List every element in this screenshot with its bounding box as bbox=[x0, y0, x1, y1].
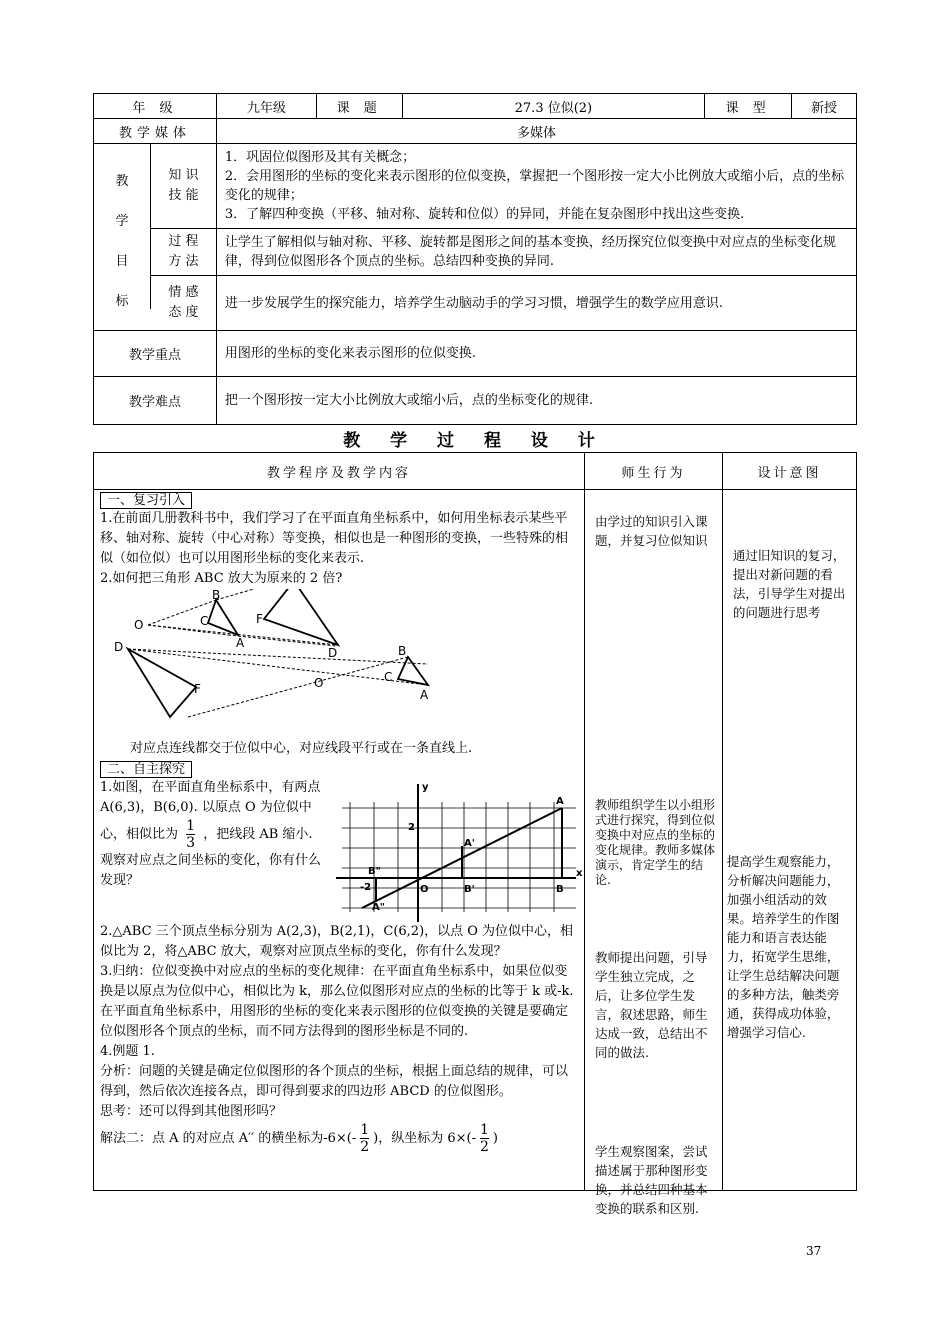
goal-row-label bbox=[151, 144, 216, 229]
teacher-note-4: 学生观察图案，尝试描述属于那种图形变换，并总结四种基本变换的联系和区别. bbox=[595, 1144, 708, 1216]
topic-label: 课 题 bbox=[316, 94, 402, 119]
explore-q1-text: 1.如图，在平面直角坐标系中，有两点 A(6,3)，B(6,0). 以原点 O 为位似中心，相似比为 bbox=[100, 780, 321, 842]
type-value: 新授 bbox=[792, 94, 857, 119]
fraction-one-half-2 bbox=[480, 1122, 489, 1155]
triangle-abc-2 bbox=[398, 657, 428, 685]
review-question: 2.如何把三角形 ABC 放大为原来的 2 倍? bbox=[100, 571, 343, 586]
explore-q1 bbox=[94, 778, 332, 922]
label-A2: A" bbox=[372, 902, 385, 913]
media-label: 教学媒体 bbox=[94, 119, 217, 144]
label-C: C bbox=[200, 614, 209, 628]
frac-den: 2 bbox=[360, 1139, 370, 1155]
example-solution2 bbox=[94, 1122, 584, 1155]
goal-row-label bbox=[151, 229, 216, 276]
key-value: 用图形的坐标的变化来表示图形的位似变换. bbox=[216, 331, 856, 377]
label-B1: B' bbox=[464, 884, 475, 895]
teacher-cell bbox=[585, 490, 723, 1216]
explore-q2: 2.△ABC 三个顶点坐标分别为 A(2,3)，B(2,1)，C(6,2)，以点 O 为位似中心，相似比为 2，将△ABC 放大，观察对应顶点坐标的变化，你有什么发现？ bbox=[100, 924, 574, 959]
content-cell bbox=[94, 490, 585, 1191]
goal-row-label bbox=[151, 276, 216, 330]
col-header-content: 教学程序及教学内容 bbox=[94, 453, 585, 490]
fraction-one-half bbox=[360, 1122, 369, 1155]
label-D2: D bbox=[114, 640, 124, 654]
label-A: A bbox=[236, 636, 245, 650]
label-F2: F bbox=[194, 682, 201, 696]
process-title: 教 学 过 程 设 计 bbox=[343, 431, 607, 451]
goals-label-char: 目 bbox=[115, 254, 129, 269]
example-analysis: 分析：问题的关键是确定位似图形的各个顶点的坐标，根据上面总结的规律，可以得到，然后依次连接各点，即可得到要求的四边形 ABCD 的位似图形。 bbox=[100, 1064, 569, 1099]
explore-q1-text2: ，把线段 AB 缩小. 观察对应点之间坐标的变化，你有什么发现？ bbox=[100, 827, 322, 888]
label-B: B bbox=[212, 589, 221, 602]
topic-value: 27.3 位似(2) bbox=[402, 94, 705, 119]
label-B2: B" bbox=[368, 866, 381, 877]
label-A: A bbox=[556, 796, 564, 807]
difficulty-label: 教学难点 bbox=[94, 377, 217, 425]
label-A1: A' bbox=[464, 838, 475, 849]
process-table bbox=[93, 452, 857, 1216]
lesson-info-table bbox=[93, 93, 857, 425]
col-header-teacher: 师生行为 bbox=[585, 453, 723, 490]
teacher-note-3: 教师提出问题，引导学生独立完成，之后，让多位学生发言，叙述思路，师生达成一致，总结出不同的做法. bbox=[595, 950, 708, 1060]
frac-den: 2 bbox=[480, 1139, 489, 1155]
frac-num: 1 bbox=[360, 1122, 370, 1138]
label-O2: O bbox=[314, 676, 324, 690]
goal-label-line: 态 度 bbox=[168, 305, 199, 320]
ray-line bbox=[128, 649, 428, 685]
goal-label-line: 情 感 bbox=[168, 285, 199, 300]
ray-line bbox=[216, 589, 288, 600]
goal-knowledge bbox=[216, 144, 856, 229]
label-O: O bbox=[134, 618, 144, 632]
label-D: D bbox=[328, 646, 338, 660]
label-B2: B bbox=[398, 644, 407, 658]
goals-label-char: 标 bbox=[115, 294, 129, 309]
section-review-title: 一、复习引入 bbox=[100, 492, 192, 509]
label-A2: A bbox=[420, 688, 429, 702]
frac-num: 1 bbox=[480, 1122, 489, 1138]
goal-process: 让学生了解相似与轴对称、平移、旋转都是图形之间的基本变换，经历探究位似变换中对应点的坐标变化规律，得到位似图形各个顶点的坐标。总结四种变换的异同. bbox=[216, 229, 856, 276]
explore-summary: 3.归纳：位似变换中对应点的坐标的变化规律：在平面直角坐标系中，如果位似变换是以原点为位似中心，相似比为 k，那么位似图形对应点的坐标的比等于 k 或-k. 在平面直角坐标系中，用图形的坐标的变化来表示图形的位似变换的关键是要确定位似图形各个顶点的坐标，而不同方法得到的图形坐标是不同的. bbox=[100, 964, 574, 1039]
goal-emotion: 进一步发展学生的探究能力，培养学生动脑动手的学习习惯，增强学生的数学应用意识. bbox=[216, 276, 856, 331]
type-label: 课 型 bbox=[705, 94, 792, 119]
review-paragraph: 1.在前面几册教科书中，我们学习了在平面直角坐标系中，如何用坐标表示某些平移、轴对称、旋转（中心对称）等变换，相似也是一种图形的变换，一些特殊的相似（如位似）也可以用图形坐标的变化来表示. bbox=[100, 511, 569, 566]
col-header-intent: 设计意图 bbox=[722, 453, 856, 490]
intent-cell bbox=[722, 490, 856, 1191]
solution-text-a: 解法二：点 A 的对应点 A′′ 的横坐标为-6×(- bbox=[100, 1131, 357, 1146]
media-value: 多媒体 bbox=[216, 119, 856, 144]
frac-den: 3 bbox=[186, 835, 196, 851]
goal-line: 1．巩固位似图形及其有关概念； bbox=[224, 150, 416, 166]
goal-label-line: 技 能 bbox=[168, 188, 199, 203]
label-y: y bbox=[422, 782, 429, 793]
label-origin: O bbox=[420, 884, 429, 895]
grade-label: 年 级 bbox=[94, 94, 217, 119]
ray-line bbox=[128, 649, 428, 664]
section-explore-title: 二、自主探究 bbox=[100, 761, 192, 778]
difficulty-value: 把一个图形按一定大小比例放大或缩小后，点的坐标变化的规律. bbox=[216, 377, 856, 425]
grade-value: 九年级 bbox=[216, 94, 316, 119]
label-C2: C bbox=[384, 670, 393, 684]
goals-label-char: 教 bbox=[115, 174, 129, 189]
goal-line: 3．了解四种变换（平移、轴对称、旋转和位似）的异同，并能在复杂图形中找出这些变换. bbox=[224, 207, 745, 223]
page-number: 37 bbox=[806, 1244, 822, 1258]
ray-line bbox=[188, 657, 408, 717]
fraction-one-third bbox=[186, 818, 195, 851]
goal-label-line: 过 程 bbox=[168, 234, 199, 249]
teacher-note-1: 由学过的知识引入课题，并复习位似知识 bbox=[595, 514, 708, 548]
triangle-def-2 bbox=[128, 649, 196, 717]
goal-label-line: 方 法 bbox=[168, 254, 199, 269]
goals-cell bbox=[94, 144, 217, 331]
solution-text-b: )，纵坐标为 6×(- bbox=[373, 1131, 476, 1146]
frac-num: 1 bbox=[186, 818, 196, 834]
homothety-figure bbox=[108, 589, 468, 739]
coordinate-grid-figure bbox=[336, 782, 584, 922]
intent-note-2: 提高学生观察能力，分析解决问题能力，加强小组活动的效果。培养学生的作图能力和语言表达能力，拓宽学生思维，让学生总结解决问题的多种方法，触类旁通，获得成功体验，增强学习信心. bbox=[726, 854, 840, 1040]
label-B: B bbox=[556, 884, 564, 895]
goal-label-line: 知 识 bbox=[168, 168, 199, 183]
label-neg2: -2 bbox=[360, 882, 372, 893]
example-think: 思考：还可以得到其他图形吗？ bbox=[100, 1104, 283, 1119]
triangle-def bbox=[264, 589, 338, 645]
triangle-abc bbox=[208, 600, 238, 635]
label-x: x bbox=[576, 868, 583, 879]
goals-label bbox=[94, 144, 151, 309]
label-F: F bbox=[256, 612, 263, 626]
intent-note-1: 通过旧知识的复习，提出对新问题的看法，引导学生对提出的问题进行思考 bbox=[732, 548, 846, 620]
review-conclusion: 对应点连线都交于位似中心，对应线段平行或在一条直线上. bbox=[130, 741, 473, 756]
solution-text-c: ) bbox=[492, 1131, 498, 1146]
label-two: 2 bbox=[408, 822, 415, 833]
goals-label-char: 学 bbox=[115, 214, 129, 229]
example-title: 4.例题 1. bbox=[100, 1044, 155, 1059]
key-label: 教学重点 bbox=[94, 331, 217, 377]
goal-line: 2．会用图形的坐标的变化来表示图形的位似变换，掌握把一个图形按一定大小比例放大或缩小后，点的坐标变化的规律； bbox=[224, 169, 845, 204]
teacher-note-2: 教师组织学生以小组形式进行探究，得到位似变换中对应点的坐标的变化规律。教师多媒体演示，肯定学生的结论. bbox=[595, 798, 716, 887]
